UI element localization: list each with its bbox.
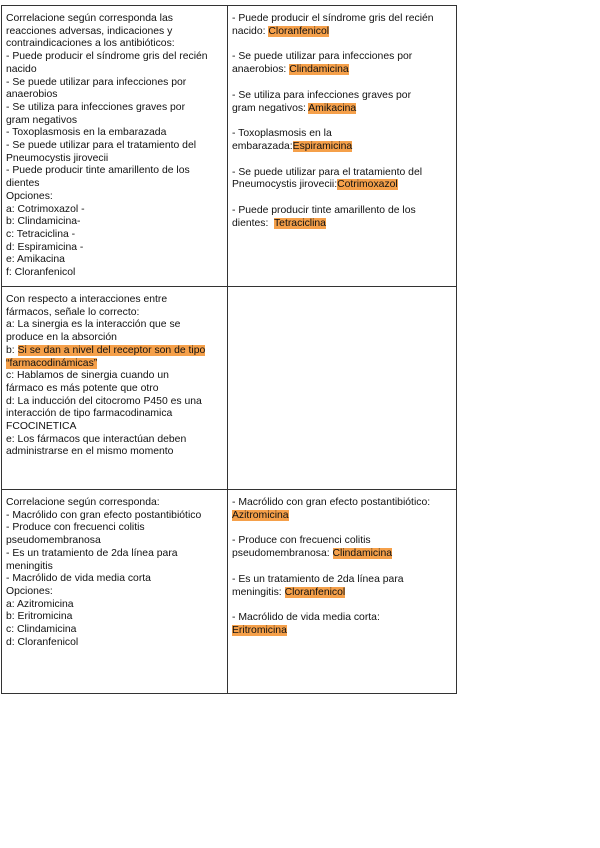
text-line: Correlacione según corresponda: — [6, 497, 160, 508]
highlighted-answer: Amikacina — [308, 102, 357, 114]
text-line: pseudomembranosa — [6, 535, 101, 547]
text-line: d: Cloranfenicol — [6, 636, 79, 648]
text-line: Opciones: — [6, 190, 53, 202]
highlighted-answer: Cloranfenicol — [268, 25, 330, 37]
text-line: d: Espiramicina - — [6, 241, 84, 253]
answer-item — [232, 128, 452, 153]
answer-prefix: embarazada: — [232, 140, 293, 152]
highlighted-answer-cont: “farmacodinámicas” — [6, 357, 98, 369]
answer-item — [232, 535, 452, 560]
answer-line — [232, 26, 452, 39]
answer-statement: - Se puede utilizar para infecciones por — [232, 51, 413, 63]
question-cell-1 — [2, 6, 228, 286]
answer-item — [232, 205, 452, 230]
answer-line — [232, 179, 452, 192]
answer-prefix: gram negativos: — [232, 102, 309, 114]
highlighted-answer: Tetraciclina — [273, 217, 326, 229]
answer-statement: - Puede producir el síndrome gris del recién — [232, 13, 434, 24]
text-line: fármaco es más potente que otro — [6, 382, 159, 394]
text-line: produce en la absorción — [6, 332, 117, 344]
text-line: nacido — [6, 63, 37, 75]
answer-statement: - Macrólido de vida media corta: — [232, 612, 380, 624]
text-line: e: Amikacina — [6, 254, 65, 266]
answer-line — [232, 548, 452, 561]
text-line: Opciones: — [6, 585, 53, 597]
answer-item — [232, 574, 452, 599]
text-line: anaerobios — [6, 89, 58, 101]
highlighted-answer: Espiramicina — [292, 140, 353, 152]
highlighted-answer: Cotrimoxazol — [337, 179, 398, 191]
text-line: - Produce con frecuenci colitis — [6, 522, 145, 534]
text-line: - Toxoplasmosis en la embarazada — [6, 127, 167, 139]
question-cell-3 — [2, 490, 228, 693]
answer-line — [232, 64, 452, 77]
answer-item — [232, 90, 452, 115]
highlighted-answer: Azitromicina — [232, 509, 289, 521]
text-line: c: Hablamos de sinergia cuando un — [6, 370, 169, 382]
text-line: fármacos, señale lo correcto: — [6, 306, 140, 318]
answer-line — [232, 510, 452, 523]
text-line: - Es un tratamiento de 2da línea para — [6, 547, 178, 559]
option-label: b: — [6, 344, 18, 356]
answer-prefix: Pneumocystis jirovecii: — [232, 179, 338, 191]
text-line: Correlacione según corresponda las — [6, 13, 173, 24]
text-line: meningitis — [6, 560, 53, 572]
highlighted-answer: Clindamicina — [289, 64, 349, 76]
table-row-1 — [2, 6, 456, 287]
answer-item — [232, 51, 452, 76]
answer-statement: - Se puede utilizar para el tratamiento del — [232, 166, 423, 178]
text-line: a: Cotrimoxazol - — [6, 203, 85, 215]
text-line: dientes — [6, 178, 40, 190]
highlighted-answer: Cloranfenicol — [284, 586, 346, 598]
text-line: - Se puede utilizar para infecciones por — [6, 76, 187, 88]
answer-statement: - Es un tratamiento de 2da línea para — [232, 573, 404, 585]
answer-statement: - Produce con frecuenci colitis — [232, 535, 371, 547]
answer-line — [232, 218, 452, 231]
answer-cell-3 — [228, 490, 456, 693]
highlighted-answer: Clindamicina — [332, 548, 392, 560]
text-line: c: Tetraciclina - — [6, 228, 76, 240]
text-line: c: Clindamicina — [6, 624, 77, 636]
answer-statement: - Toxoplasmosis en la — [232, 128, 332, 140]
text-line: gram negativos — [6, 114, 78, 126]
answer-statement: - Puede producir tinte amarillento de los — [232, 205, 416, 217]
highlighted-answer: Si se dan a nivel del receptor son de tipo — [17, 344, 206, 356]
text-line: Con respecto a interacciones entre — [6, 294, 168, 305]
answer-prefix: dientes: — [232, 217, 274, 229]
text-line: administrarse en el mismo momento — [6, 446, 174, 458]
answer-item — [232, 612, 452, 637]
text-line: - Se utiliza para infecciones graves por — [6, 101, 186, 113]
answer-prefix: nacido: — [232, 25, 269, 37]
text-line: f: Cloranfenicol — [6, 267, 76, 279]
text-line: - Macrólido con gran efecto postantibiótico — [6, 509, 202, 521]
answer-line — [232, 625, 452, 638]
question-cell-2 — [2, 287, 228, 489]
text-line: - Puede producir el síndrome gris del recién — [6, 51, 208, 63]
question-table — [1, 5, 457, 694]
answer-line — [232, 103, 452, 116]
text-line: - Puede producir tinte amarillento de los — [6, 165, 190, 177]
text-line: a: La sinergia es la interacción que se — [6, 319, 181, 331]
answer-prefix: meningitis: — [232, 586, 285, 598]
answer-statement: - Se utiliza para infecciones graves por — [232, 89, 412, 101]
answer-item — [232, 497, 452, 522]
text-line: interacción de tipo farmacodinamica — [6, 408, 173, 420]
text-line: b: Clindamicina- — [6, 216, 81, 228]
table-row-2 — [2, 287, 456, 490]
option-b-line — [6, 345, 223, 358]
text-line: d: La inducción del citocromo P450 es una — [6, 395, 202, 407]
text-line: contraindicaciones a los antibióticos: — [6, 38, 175, 50]
answer-line — [232, 587, 452, 600]
answer-prefix: anaerobios: — [232, 64, 290, 76]
answer-cell-2 — [228, 287, 456, 489]
text-line: Pneumocystis jirovecii — [6, 152, 109, 164]
highlighted-answer: Eritromicina — [232, 624, 287, 636]
answer-statement: - Macrólido con gran efecto postantibiótico: — [232, 497, 431, 508]
text-line: - Macrólido de vida media corta — [6, 573, 151, 585]
text-line: b: Eritromicina — [6, 611, 73, 623]
answer-item — [232, 167, 452, 192]
answer-line — [232, 141, 452, 154]
text-line: - Se puede utilizar para el tratamiento del — [6, 140, 197, 152]
answer-item — [232, 13, 452, 38]
text-line: reacciones adversas, indicaciones y — [6, 25, 173, 37]
text-line: e: Los fármacos que interactúan deben — [6, 433, 187, 445]
text-line: FCOCINETICA — [6, 421, 77, 433]
answer-prefix: pseudomembranosa: — [232, 548, 333, 560]
text-line: a: Azitromicina — [6, 598, 74, 610]
table-row-3 — [2, 490, 456, 694]
answer-cell-1 — [228, 6, 456, 286]
